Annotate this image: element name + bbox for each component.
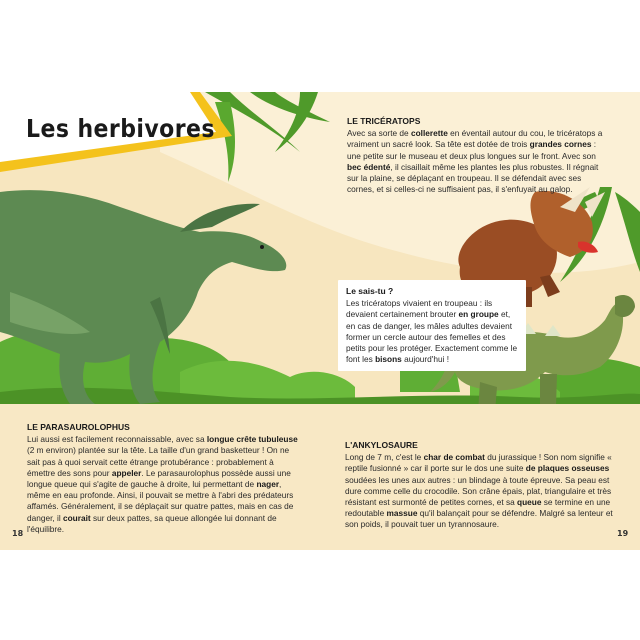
text-run: (2 m environ) plantée sur la tête. La taille d'un grand basketteur ! On ne sait pas à quoi servait cette étrange protubérance : probablement à émettre des sons pour — [27, 445, 290, 478]
bold-term: massue — [386, 508, 418, 519]
bold-term: bec édenté — [347, 161, 391, 172]
did-you-know-box — [338, 280, 526, 371]
bold-term: courait — [62, 512, 91, 523]
bold-term: queue — [517, 497, 542, 508]
ankylosaurus-heading: L'ANKYLOSAURE — [345, 440, 418, 450]
text-run: Long de 7 m, c'est le — [345, 452, 424, 463]
text-run: et, en cas de danger, les mâles adultes devaient former un cercle autour des femelles et des petits pour les protéger. Exactement comme le font les — [346, 309, 518, 365]
bold-term: en groupe — [458, 309, 499, 320]
text-run: aujourd'hui ! — [401, 354, 450, 365]
bold-term: longue crête tubuleuse — [206, 434, 298, 445]
text-run: , même en eau profonde. Ainsi, il pouvait se mettre à l'abri des prédateurs affamés. Généralement, il se déplaçait sur quatre pattes, mais en cas de danger, il — [27, 479, 294, 523]
did-you-know-body — [346, 298, 518, 365]
text-run: se termine en une redoutable — [345, 497, 611, 519]
page-title: Les herbivores — [26, 114, 215, 143]
text-run: sur deux pattes, sa queue allongée lui donnant de l'équilibre. — [27, 512, 277, 534]
bold-term: appeler — [111, 467, 142, 478]
ankylosaurus-body — [345, 452, 613, 530]
ankylosaurus-text-block — [345, 440, 613, 531]
book-spread — [0, 92, 640, 550]
bold-term: de plaques osseuses — [525, 463, 610, 474]
bold-term: collerette — [410, 128, 448, 139]
text-run: en éventail autour du cou, le tricératops a vraiment un sacré look. Sa tête est dotée de trois — [347, 128, 603, 150]
text-run: Avec sa sorte de — [347, 128, 411, 139]
text-run: Lui aussi est facilement reconnaissable, avec sa — [27, 434, 207, 445]
text-run: soudées les unes aux autres : un blindage à toute épreuve. Sa peau est dure comme celle du crocodile. Son crâne épais, plat, triangulaire et très résistant est surmonté de petites cornes, et sa — [345, 474, 612, 508]
triceratops-body — [347, 128, 605, 195]
text-run: : une petite sur le museau et deux plus longues sur le front. Avec son — [347, 139, 597, 161]
page-number-left: 18 — [12, 529, 24, 538]
text-run: qu'il balançait pour se défendre. Malgré sa lenteur et son poids, il pouvait tuer un tyrannosaure. — [345, 508, 613, 530]
bold-term: char de combat — [423, 452, 485, 463]
parasaurolophus-heading: LE PARASAUROLOPHUS — [27, 422, 130, 432]
triceratops-heading: LE TRICÉRATOPS — [347, 116, 421, 126]
bold-term: grandes cornes — [529, 139, 592, 150]
page-number-right: 19 — [617, 529, 629, 538]
parasaurolophus-body — [27, 434, 303, 535]
triceratops-text-block — [347, 116, 605, 195]
text-run: du jurassique ! Son nom signifie « reptile fusionné » car il porte sur le dos une suite — [345, 452, 612, 474]
text-run: . Le parasaurolophus possède aussi une longue queue qui s'agite de gauche à droite, lui permettant de — [27, 467, 291, 490]
parasaurolophus-text-block — [27, 422, 303, 535]
text-run: Les tricératops vivaient en troupeau : ils devaient certainement brouter — [346, 298, 493, 320]
did-you-know-heading: Le sais-tu ? — [346, 286, 394, 296]
bold-term: nager — [256, 479, 280, 490]
bold-term: bisons — [375, 354, 402, 365]
text-run: , il cisaillait même les plantes les plus robustes. Il régnait sur la plaine, se déplaçant en troupeau. Il se défendait avec ses cornes, et si celles-ci ne suffisaient pas, il s'enfuyait au galop. — [347, 161, 599, 195]
